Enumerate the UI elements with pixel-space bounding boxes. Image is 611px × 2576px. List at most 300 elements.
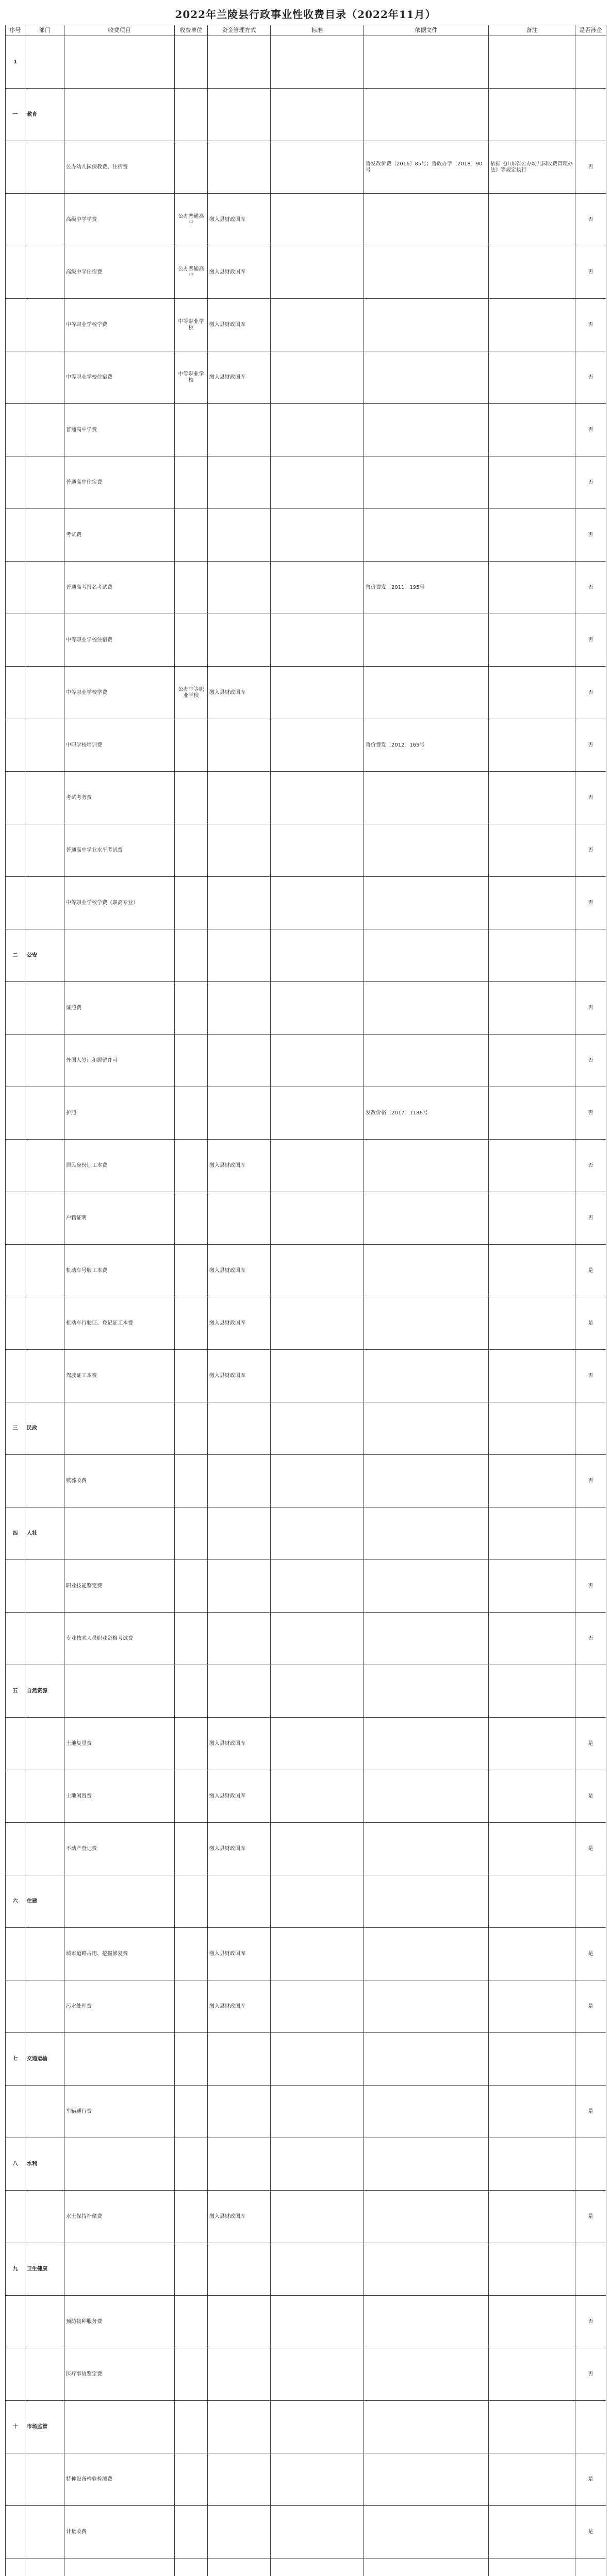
row-fund-management <box>208 141 271 194</box>
row-fee-unit: 公办普通高中 <box>175 246 208 299</box>
row-fee-item: 中等职业学校住宿费 <box>64 614 175 667</box>
row-enterprise-related <box>575 2401 606 2453</box>
section-row <box>6 2033 606 2086</box>
section-row <box>6 2558 606 2576</box>
row-fee-unit <box>175 1980 208 2033</box>
row-department <box>25 2086 64 2138</box>
row-remark <box>489 2348 575 2401</box>
row-number <box>6 1035 25 1087</box>
row-remark <box>489 89 575 141</box>
row-fee-unit <box>175 509 208 562</box>
row-department <box>25 1980 64 2033</box>
row-standard <box>271 1455 364 1507</box>
page-title: 2022年兰陵县行政事业性收费目录（2022年11月） <box>175 8 436 21</box>
row-enterprise-related <box>575 1665 606 1718</box>
section-row <box>6 929 606 982</box>
row-enterprise-related <box>575 2558 606 2576</box>
row-department <box>25 1560 64 1613</box>
row-basis-document <box>364 614 489 667</box>
row-enterprise-related: 否 <box>575 1140 606 1192</box>
col-header-basis: 依据文件 <box>364 25 489 36</box>
table-row <box>6 1770 606 1823</box>
table-row <box>6 2506 606 2558</box>
section-row <box>6 2138 606 2191</box>
row-number <box>6 1823 25 1875</box>
row-fee-unit <box>175 2401 208 2453</box>
row-remark <box>489 456 575 509</box>
row-department: 交通运输 <box>25 2033 64 2086</box>
row-fund-management <box>208 2453 271 2506</box>
row-fund-management <box>208 2558 271 2576</box>
row-basis-document <box>364 1980 489 2033</box>
section-row <box>6 89 606 141</box>
row-fund-management: 缴入县财政国库 <box>208 1140 271 1192</box>
row-number <box>6 2506 25 2558</box>
row-fee-item: 计量收费 <box>64 2506 175 2558</box>
row-number <box>6 1560 25 1613</box>
section-row <box>6 1875 606 1928</box>
row-department <box>25 614 64 667</box>
row-department: 公安 <box>25 929 64 982</box>
row-department <box>25 2506 64 2558</box>
row-fee-unit <box>175 2138 208 2191</box>
row-fee-unit <box>175 1928 208 1980</box>
row-fund-management <box>208 877 271 929</box>
row-enterprise-related <box>575 929 606 982</box>
row-remark <box>489 246 575 299</box>
row-standard <box>271 1665 364 1718</box>
row-remark <box>489 1665 575 1718</box>
row-fee-unit <box>175 772 208 824</box>
row-fund-management <box>208 614 271 667</box>
fee-table <box>5 25 606 2576</box>
row-number <box>6 772 25 824</box>
row-fee-item: 考试费 <box>64 509 175 562</box>
row-fee-item: 殡葬收费 <box>64 1455 175 1507</box>
row-fund-management <box>208 2348 271 2401</box>
row-fee-item: 外国人签证和居留许可 <box>64 1035 175 1087</box>
table-row <box>6 1980 606 2033</box>
row-enterprise-related: 否 <box>575 2296 606 2348</box>
row-department: 卫生健康 <box>25 2243 64 2296</box>
row-department <box>25 1350 64 1402</box>
row-remark <box>489 1350 575 1402</box>
row-standard <box>271 1402 364 1455</box>
row-number <box>6 246 25 299</box>
row-remark <box>489 667 575 719</box>
row-department <box>25 1245 64 1297</box>
row-remark <box>489 1718 575 1770</box>
row-basis-document <box>364 2558 489 2576</box>
row-enterprise-related: 是 <box>575 1770 606 1823</box>
row-enterprise-related: 否 <box>575 772 606 824</box>
row-remark <box>489 1087 575 1140</box>
row-fund-management <box>208 36 271 89</box>
row-remark <box>489 351 575 404</box>
table-row <box>6 456 606 509</box>
row-basis-document <box>364 2191 489 2243</box>
row-fee-unit <box>175 1245 208 1297</box>
row-fee-item: 车辆通行费 <box>64 2086 175 2138</box>
row-number <box>6 2453 25 2506</box>
row-remark <box>489 2243 575 2296</box>
row-remark <box>489 1613 575 1665</box>
row-number: 1 <box>6 36 25 89</box>
row-department <box>25 982 64 1035</box>
table-row <box>6 1140 606 1192</box>
row-standard <box>271 1350 364 1402</box>
row-basis-document <box>364 2033 489 2086</box>
row-remark <box>489 1297 575 1350</box>
row-fee-unit <box>175 2033 208 2086</box>
row-enterprise-related: 否 <box>575 299 606 351</box>
row-basis-document <box>364 2453 489 2506</box>
row-enterprise-related: 否 <box>575 141 606 194</box>
row-department <box>25 667 64 719</box>
table-row <box>6 2296 606 2348</box>
table-row <box>6 2453 606 2506</box>
row-fee-item: 职业技能鉴定费 <box>64 1560 175 1613</box>
row-remark <box>489 2401 575 2453</box>
row-fee-item: 土地闲置费 <box>64 1770 175 1823</box>
row-enterprise-related: 否 <box>575 351 606 404</box>
row-department <box>25 2296 64 2348</box>
row-standard <box>271 2033 364 2086</box>
row-fee-unit <box>175 1823 208 1875</box>
row-fund-management <box>208 456 271 509</box>
row-department <box>25 246 64 299</box>
row-fee-item <box>64 89 175 141</box>
row-number <box>6 2348 25 2401</box>
row-number <box>6 1350 25 1402</box>
row-basis-document <box>364 299 489 351</box>
col-header-enterprise: 是否涉企 <box>575 25 606 36</box>
row-basis-document <box>364 246 489 299</box>
table-row <box>6 2191 606 2243</box>
row-standard <box>271 1192 364 1245</box>
row-fee-unit <box>175 2243 208 2296</box>
table-row <box>6 1035 606 1087</box>
row-fee-unit <box>175 1402 208 1455</box>
row-fee-item: 公办幼儿园保教费、住宿费 <box>64 141 175 194</box>
row-basis-document <box>364 982 489 1035</box>
row-standard <box>271 351 364 404</box>
row-standard <box>271 89 364 141</box>
table-row <box>6 1613 606 1665</box>
row-department <box>25 1770 64 1823</box>
table-row <box>6 351 606 404</box>
table-row <box>6 1245 606 1297</box>
row-number: 一 <box>6 89 25 141</box>
row-fee-item: 中等职业学校学费 <box>64 299 175 351</box>
row-department: 市场监管 <box>25 2401 64 2453</box>
row-department: 民政 <box>25 1402 64 1455</box>
row-fee-item: 高级中学住宿费 <box>64 246 175 299</box>
row-enterprise-related: 否 <box>575 509 606 562</box>
row-enterprise-related: 否 <box>575 456 606 509</box>
row-standard <box>271 456 364 509</box>
row-number <box>6 509 25 562</box>
row-fee-unit <box>175 1665 208 1718</box>
row-basis-document <box>364 89 489 141</box>
table-body <box>6 36 606 2576</box>
section-row <box>6 1507 606 1560</box>
row-fund-management <box>208 2296 271 2348</box>
row-fee-item <box>64 1402 175 1455</box>
row-department: 住建 <box>25 1875 64 1928</box>
row-fee-item: 不动产登记费 <box>64 1823 175 1875</box>
row-fee-item: 土地复垦费 <box>64 1718 175 1770</box>
row-fee-unit <box>175 1507 208 1560</box>
row-standard <box>271 2086 364 2138</box>
row-department <box>25 299 64 351</box>
row-basis-document <box>364 877 489 929</box>
row-fee-item: 证照费 <box>64 982 175 1035</box>
row-number <box>6 982 25 1035</box>
row-standard <box>271 562 364 614</box>
row-basis-document <box>364 1507 489 1560</box>
row-department <box>25 509 64 562</box>
row-fund-management: 缴入县财政国库 <box>208 667 271 719</box>
row-department <box>25 2191 64 2243</box>
row-remark <box>489 1035 575 1087</box>
row-fund-management: 缴入县财政国库 <box>208 1980 271 2033</box>
row-standard <box>271 299 364 351</box>
row-fee-unit <box>175 719 208 772</box>
row-enterprise-related <box>575 2138 606 2191</box>
row-basis-document: 鲁发改价费〔2016〕85号；鲁政办字〔2018〕90号 <box>364 141 489 194</box>
row-basis-document <box>364 1875 489 1928</box>
row-fund-management <box>208 2033 271 2086</box>
row-fee-unit <box>175 562 208 614</box>
row-department <box>25 141 64 194</box>
row-remark <box>489 719 575 772</box>
row-remark <box>489 1507 575 1560</box>
row-enterprise-related: 是 <box>575 2506 606 2558</box>
row-department <box>25 404 64 456</box>
row-remark <box>489 772 575 824</box>
row-number <box>6 719 25 772</box>
row-department <box>25 194 64 246</box>
row-fee-item <box>64 2033 175 2086</box>
table-row <box>6 1928 606 1980</box>
row-basis-document <box>364 1560 489 1613</box>
row-enterprise-related: 否 <box>575 194 606 246</box>
row-department: 水利 <box>25 2138 64 2191</box>
row-fund-management <box>208 719 271 772</box>
row-fee-item: 户籍证明 <box>64 1192 175 1245</box>
row-number <box>6 194 25 246</box>
row-basis-document <box>364 1192 489 1245</box>
row-remark <box>489 2086 575 2138</box>
row-remark <box>489 1875 575 1928</box>
row-fee-item: 专业技术人员职业资格考试费 <box>64 1613 175 1665</box>
row-department <box>25 1455 64 1507</box>
row-basis-document: 发改价格〔2017〕1186号 <box>364 1087 489 1140</box>
row-fee-unit <box>175 929 208 982</box>
row-department <box>25 1823 64 1875</box>
row-basis-document <box>364 2138 489 2191</box>
row-number: 五 <box>6 1665 25 1718</box>
row-remark <box>489 1245 575 1297</box>
row-basis-document <box>364 1928 489 1980</box>
row-fee-unit: 中等职业学校 <box>175 299 208 351</box>
row-enterprise-related <box>575 2243 606 2296</box>
row-enterprise-related: 否 <box>575 1455 606 1507</box>
row-number: 二 <box>6 929 25 982</box>
row-standard <box>271 404 364 456</box>
row-basis-document <box>364 1035 489 1087</box>
row-standard <box>271 2138 364 2191</box>
row-standard <box>271 194 364 246</box>
row-department <box>25 456 64 509</box>
row-enterprise-related: 是 <box>575 1823 606 1875</box>
row-fee-item: 污水处理费 <box>64 1980 175 2033</box>
row-fee-unit <box>175 2453 208 2506</box>
row-fee-unit <box>175 36 208 89</box>
row-standard <box>271 877 364 929</box>
row-enterprise-related: 否 <box>575 1035 606 1087</box>
row-number <box>6 2191 25 2243</box>
row-fund-management <box>208 2086 271 2138</box>
row-department <box>25 2558 64 2576</box>
row-fund-management: 缴入县财政国库 <box>208 1718 271 1770</box>
row-fee-unit <box>175 404 208 456</box>
row-enterprise-related <box>575 36 606 89</box>
row-standard <box>271 1507 364 1560</box>
table-row <box>6 667 606 719</box>
table-row <box>6 1297 606 1350</box>
row-department: 人社 <box>25 1507 64 1560</box>
table-row <box>6 509 606 562</box>
row-standard <box>271 1875 364 1928</box>
row-enterprise-related: 否 <box>575 1560 606 1613</box>
row-number <box>6 2086 25 2138</box>
row-fee-unit: 公办中等职业学校 <box>175 667 208 719</box>
row-fee-item: 特种设备检验检测费 <box>64 2453 175 2506</box>
row-fee-unit <box>175 1455 208 1507</box>
row-fee-unit <box>175 1770 208 1823</box>
row-fee-unit <box>175 824 208 877</box>
row-enterprise-related: 否 <box>575 2348 606 2401</box>
row-basis-document <box>364 2348 489 2401</box>
row-standard <box>271 1245 364 1297</box>
row-number <box>6 877 25 929</box>
row-standard <box>271 2243 364 2296</box>
row-fee-item: 机动车行驶证、登记证工本费 <box>64 1297 175 1350</box>
row-standard <box>271 1770 364 1823</box>
row-number <box>6 824 25 877</box>
row-department <box>25 1140 64 1192</box>
row-number <box>6 299 25 351</box>
row-fee-unit <box>175 1297 208 1350</box>
row-basis-document <box>364 667 489 719</box>
row-standard <box>271 36 364 89</box>
row-fee-item: 中等职业学校学费 <box>64 667 175 719</box>
row-enterprise-related: 是 <box>575 1245 606 1297</box>
row-fee-unit <box>175 2348 208 2401</box>
table-row <box>6 141 606 194</box>
row-remark <box>489 1823 575 1875</box>
row-remark <box>489 2296 575 2348</box>
row-basis-document <box>364 404 489 456</box>
row-standard <box>271 1297 364 1350</box>
row-standard <box>271 1140 364 1192</box>
row-basis-document <box>364 351 489 404</box>
row-remark <box>489 1928 575 1980</box>
row-fee-item: 普通高中学费 <box>64 404 175 456</box>
table-row <box>6 299 606 351</box>
col-header-unit: 收费单位 <box>175 25 208 36</box>
row-department <box>25 36 64 89</box>
row-fee-unit <box>175 2506 208 2558</box>
row-number <box>6 404 25 456</box>
row-fund-management <box>208 824 271 877</box>
row-basis-document: 鲁价费发〔2011〕195号 <box>364 562 489 614</box>
row-fee-item: 护照 <box>64 1087 175 1140</box>
row-standard <box>271 2296 364 2348</box>
row-fee-unit <box>175 1718 208 1770</box>
row-fee-item <box>64 2243 175 2296</box>
row-enterprise-related: 是 <box>575 1718 606 1770</box>
row-standard <box>271 141 364 194</box>
row-basis-document <box>364 1140 489 1192</box>
row-standard <box>271 2348 364 2401</box>
col-header-item: 收费项目 <box>64 25 175 36</box>
col-header-mgmt: 资金管理方式 <box>208 25 271 36</box>
row-fee-item: 预防接种服务费 <box>64 2296 175 2348</box>
row-fund-management <box>208 1560 271 1613</box>
row-enterprise-related: 是 <box>575 2453 606 2506</box>
row-fund-management <box>208 2243 271 2296</box>
row-fund-management <box>208 1402 271 1455</box>
row-remark <box>489 982 575 1035</box>
row-enterprise-related: 否 <box>575 824 606 877</box>
row-fund-management: 缴入县财政国库 <box>208 1297 271 1350</box>
row-basis-document <box>364 2506 489 2558</box>
row-standard <box>271 2558 364 2576</box>
row-fund-management <box>208 772 271 824</box>
row-number <box>6 456 25 509</box>
row-department <box>25 1297 64 1350</box>
table-row <box>6 772 606 824</box>
row-department <box>25 719 64 772</box>
row-fee-unit <box>175 2086 208 2138</box>
row-fund-management <box>208 1455 271 1507</box>
row-fund-management <box>208 982 271 1035</box>
table-row <box>6 982 606 1035</box>
row-fund-management <box>208 1192 271 1245</box>
row-enterprise-related <box>575 1875 606 1928</box>
row-fee-item <box>64 1507 175 1560</box>
row-standard <box>271 1718 364 1770</box>
row-fund-management: 缴入县财政国库 <box>208 2191 271 2243</box>
row-fee-item: 机动车号牌工本费 <box>64 1245 175 1297</box>
table-row <box>6 2086 606 2138</box>
table-row <box>6 246 606 299</box>
row-number: 七 <box>6 2033 25 2086</box>
row-fee-unit <box>175 1613 208 1665</box>
row-fund-management: 缴入县财政国库 <box>208 1770 271 1823</box>
row-basis-document <box>364 1718 489 1770</box>
row-fee-item <box>64 2138 175 2191</box>
row-basis-document <box>364 1245 489 1297</box>
row-department <box>25 1192 64 1245</box>
row-remark <box>489 1980 575 2033</box>
row-remark <box>489 562 575 614</box>
row-fee-unit <box>175 614 208 667</box>
row-fee-unit <box>175 1192 208 1245</box>
